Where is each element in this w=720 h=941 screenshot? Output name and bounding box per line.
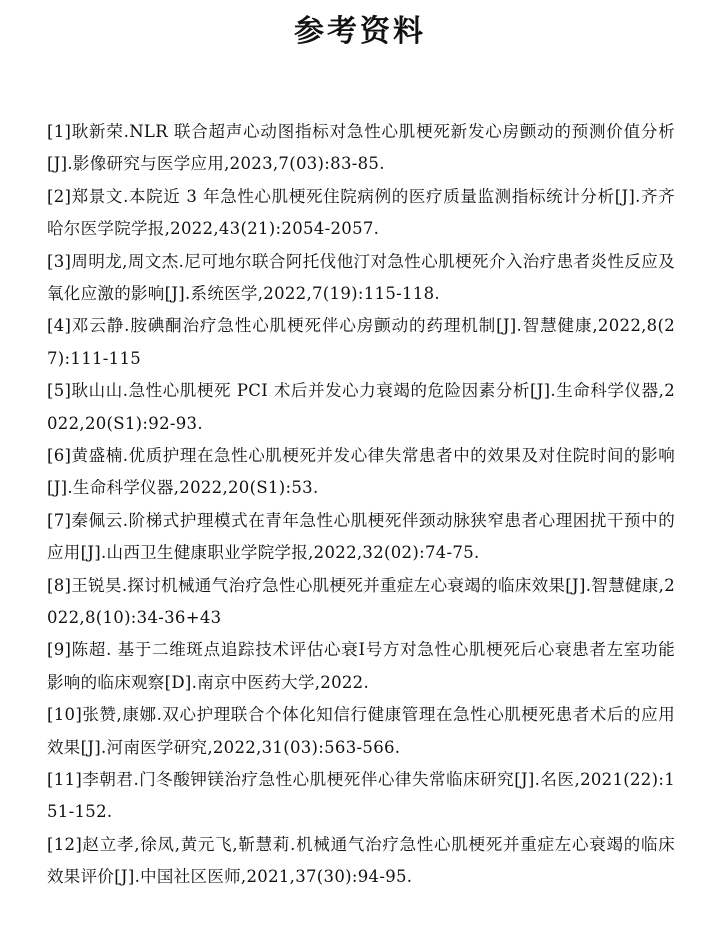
reference-item: [8]王锐昊.探讨机械通气治疗急性心肌梗死并重症左心衰竭的临床效果[J].智慧健康,2022,8(10):34-36+43: [47, 575, 675, 627]
reference-item: [6]黄盛楠.优质护理在急性心肌梗死并发心律失常患者中的效果及对住院时间的影响[J].生命科学仪器,2022,20(S1):53.: [47, 445, 675, 498]
reference-item: [5]耿山山.急性心肌梗死 PCI 术后并发心力衰竭的危险因素分析[J].生命科学仪器,2022,20(S1):92-93.: [47, 381, 675, 433]
reference-item: [9]陈超. 基于二维斑点追踪技术评估心衰Ⅰ号方对急性心肌梗死后心衰患者左室功能影响的临床观察[D].南京中医药大学,2022.: [47, 640, 675, 692]
reference-item: [4]邓云静.胺碘酮治疗急性心肌梗死伴心房颤动的药理机制[J].智慧健康,2022,8(27):111-115: [47, 316, 675, 368]
page-title: 参考资料: [294, 14, 426, 49]
reference-item: [12]赵立孝,徐凤,黄元飞,靳慧莉.机械通气治疗急性心肌梗死并重症左心衰竭的临床效果评价[J].中国社区医师,2021,37(30):94-95.: [47, 834, 675, 887]
reference-list: [47, 116, 675, 894]
reference-item: [2]郑景文.本院近 3 年急性心肌梗死住院病例的医疗质量监测指标统计分析[J].齐齐哈尔医学院学报,2022,43(21):2054-2057.: [47, 186, 675, 239]
reference-item: [11]李朝君.门冬酸钾镁治疗急性心肌梗死伴心律失常临床研究[J].名医,2021(22):151-152.: [47, 769, 675, 822]
reference-item: [10]张赞,康娜.双心护理联合个体化知信行健康管理在急性心肌梗死患者术后的应用效果[J].河南医学研究,2022,31(03):563-566.: [47, 705, 675, 757]
reference-item: [3]周明龙,周文杰.尼可地尔联合阿托伐他汀对急性心肌梗死介入治疗患者炎性反应及氧化应激的影响[J].系统医学,2022,7(19):115-118.: [47, 251, 675, 303]
reference-item: [7]秦佩云.阶梯式护理模式在青年急性心肌梗死伴颈动脉狭窄患者心理困扰干预中的应用[J].山西卫生健康职业学院学报,2022,32(02):74-75.: [47, 510, 675, 563]
reference-item: [1]耿新荣.NLR 联合超声心动图指标对急性心肌梗死新发心房颤动的预测价值分析[J].影像研究与医学应用,2023,7(03):83-85.: [47, 122, 675, 174]
